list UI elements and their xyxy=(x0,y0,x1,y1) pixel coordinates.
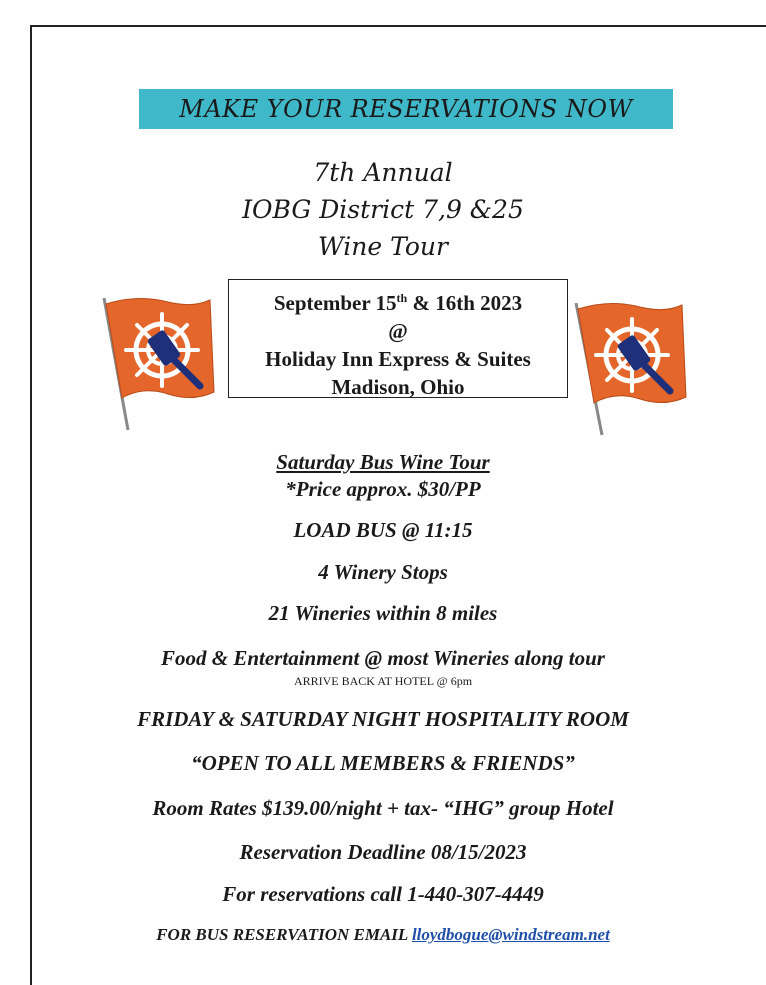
flag-icon xyxy=(98,294,218,434)
room-rates: Room Rates $139.00/night + tax- “IHG” group Hotel xyxy=(152,796,614,820)
winery-stops: 4 Winery Stops xyxy=(318,560,448,584)
tour-heading: Saturday Bus Wine Tour xyxy=(276,450,490,474)
event-date-prefix: September 15 xyxy=(273,291,397,315)
event-date-sup: th xyxy=(396,291,408,305)
load-bus-time: LOAD BUS @ 11:15 xyxy=(293,518,473,542)
event-date xyxy=(229,284,567,317)
tour-price: *Price approx. $30/PP xyxy=(285,477,481,501)
title-line-annual: 7th Annual xyxy=(313,158,453,187)
arrive-back-time: ARRIVE BACK AT HOTEL @ 6pm xyxy=(293,674,473,688)
reservation-phone: For reservations call 1-440-307-4449 xyxy=(222,882,544,906)
open-to-all: “OPEN TO ALL MEMBERS & FRIENDS” xyxy=(191,751,575,775)
bus-email-label: FOR BUS RESERVATION EMAIL xyxy=(156,925,412,944)
event-at: @ xyxy=(388,319,408,343)
reservation-deadline: Reservation Deadline 08/15/2023 xyxy=(239,840,527,864)
event-city: Madison, Ohio xyxy=(331,375,465,399)
hospitality-room: FRIDAY & SATURDAY NIGHT HOSPITALITY ROOM xyxy=(137,707,629,731)
title-line-district: IOBG District 7,9 &25 xyxy=(242,195,524,224)
bus-email-link[interactable]: lloydbogue@windstream.net xyxy=(411,925,610,944)
flag-icon xyxy=(570,299,690,439)
event-date-suffix: & 16th 2023 xyxy=(407,291,523,315)
event-venue: Holiday Inn Express & Suites xyxy=(265,347,531,371)
title-line-wine-tour: Wine Tour xyxy=(318,232,448,261)
food-entertainment: Food & Entertainment @ most Wineries along tour xyxy=(161,646,605,670)
wineries-count: 21 Wineries within 8 miles xyxy=(268,601,498,625)
bus-email-line xyxy=(0,925,766,945)
reservations-banner: MAKE YOUR RESERVATIONS NOW xyxy=(139,89,673,129)
event-info-box xyxy=(228,279,568,398)
